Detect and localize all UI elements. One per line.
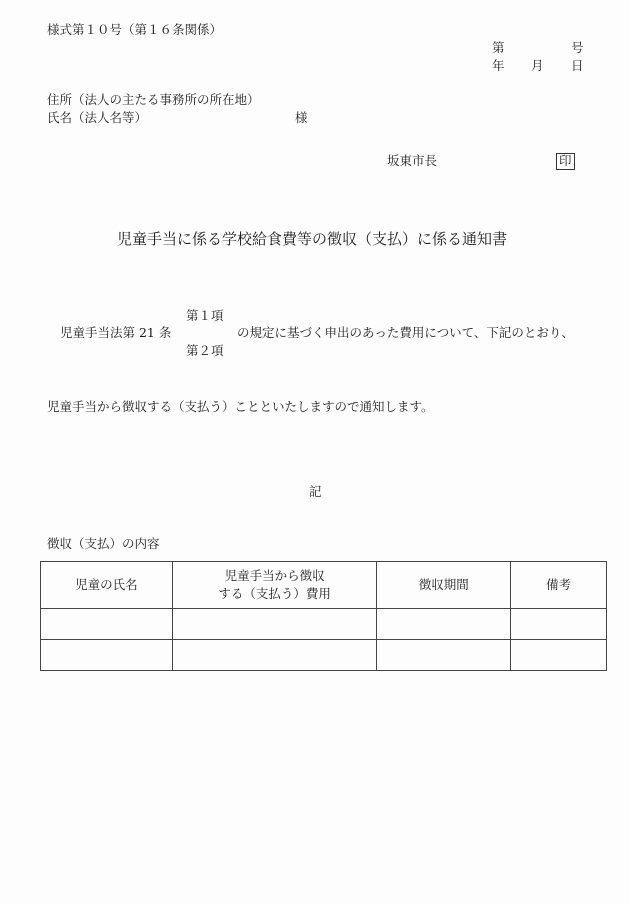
ki-heading: 記 — [309, 484, 322, 499]
table-header-row — [41, 562, 607, 609]
table-row — [41, 609, 607, 640]
column-header-child-name: 児童の氏名 — [41, 562, 173, 609]
doc-number-prefix: 第 — [492, 40, 505, 55]
item-2: 第２項 — [186, 343, 224, 358]
issuer-name: 坂東市長 — [387, 153, 438, 168]
law-reference: 児童手当法第 21 条 — [60, 325, 172, 340]
table-cell — [41, 640, 173, 671]
table-cell — [377, 609, 511, 640]
table-cell — [172, 609, 377, 640]
column-header-cost — [172, 562, 377, 609]
seal-label: 印 — [556, 153, 575, 170]
table-cell — [377, 640, 511, 671]
table-cell — [511, 640, 607, 671]
body-line-1: の規定に基づく申出のあった費用について、下記のとおり、 — [237, 325, 574, 340]
doc-number-suffix: 号 — [571, 40, 584, 55]
honorific: 様 — [295, 110, 308, 125]
table-cell — [511, 609, 607, 640]
date-month: 月 — [531, 58, 544, 73]
content-table — [40, 561, 607, 671]
document-title: 児童手当に係る学校給食費等の徴収（支払）に係る通知書 — [117, 230, 508, 248]
section-label: 徴収（支払）の内容 — [47, 536, 160, 551]
date-day: 日 — [571, 58, 584, 73]
table-row — [41, 640, 607, 671]
address-label: 住所（法人の主たる事務所の所在地） — [47, 92, 260, 107]
body-line-2: 児童手当から徴収する（支払う）ことといたしますので通知します。 — [47, 399, 434, 414]
form-number: 様式第１０号（第１６条関係） — [47, 22, 223, 37]
name-label: 氏名（法人名等） — [47, 110, 148, 125]
seal-mark — [556, 153, 575, 170]
column-header-cost-line2: する（支払う）費用 — [218, 586, 331, 601]
table-cell — [41, 609, 173, 640]
item-1: 第１項 — [186, 308, 224, 323]
date-year: 年 — [492, 58, 505, 73]
column-header-remarks: 備考 — [511, 562, 607, 609]
table-cell — [172, 640, 377, 671]
column-header-cost-line1: 児童手当から徴収 — [224, 567, 325, 583]
column-header-period: 徴収期間 — [377, 562, 511, 609]
